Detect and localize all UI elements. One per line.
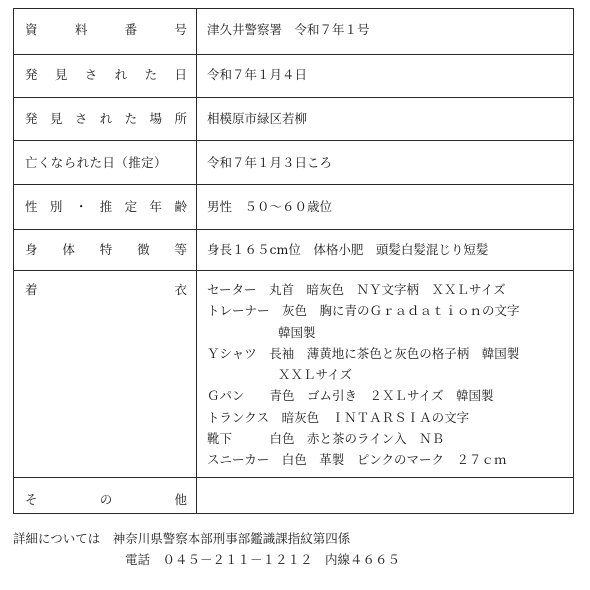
label-char: た [144, 67, 158, 82]
value-sex-age: 男性 ５０～６０歳位 [207, 199, 333, 214]
label-physical-features [25, 242, 187, 258]
label-char: 番 [124, 22, 138, 37]
label-char: 資 [25, 22, 38, 37]
value-discovery-date: 令和７年１月４日 [207, 67, 308, 82]
label-char: 衣 [174, 282, 187, 297]
label-char: 号 [174, 22, 187, 37]
row-physical-features [14, 230, 573, 271]
clothing-line: Ｙシャツ 長袖 薄黄地に茶色と灰色の格子柄 韓国製 [207, 345, 520, 361]
label-char: 見 [49, 111, 63, 126]
clothing-list [207, 279, 567, 471]
row-sex-age [14, 185, 573, 230]
label-char: ・ [74, 199, 88, 214]
column-divider [196, 230, 197, 270]
label-char: れ [99, 111, 113, 126]
value-physical-features: 身長１６５cm位 体格小肥 頭髪白髪混じり短髪 [207, 242, 489, 257]
clothing-line: トランクス 暗灰色 ＩＮＴＡＲＳＩＡの文字 [207, 409, 470, 425]
label-char: 料 [74, 22, 88, 37]
clothing-line: ＸＸＬサイズ [278, 367, 353, 383]
label-discovery-place [25, 111, 187, 127]
contact-department: 詳細については 神奈川県警察本部刑事部鑑識課指紋第四係 [13, 531, 351, 546]
label-char: 体 [62, 242, 75, 257]
label-char: 他 [174, 492, 187, 507]
clothing-line: Ｇパン 青色 ゴム引き ２ＸＬサイズ 韓国製 [207, 388, 494, 404]
label-char: 年 [149, 199, 163, 214]
row-estimated-death-date [14, 141, 573, 185]
value-document-number: 津久井警察署 令和７年１号 [207, 22, 370, 37]
label-char: 着 [25, 282, 38, 297]
contact-phone: 電話 ０４５－２１１－１２１２ 内線４６６５ [125, 552, 401, 567]
column-divider [196, 141, 197, 184]
row-other [14, 478, 573, 513]
column-divider [196, 9, 197, 54]
clothing-line: 韓国製 [278, 324, 316, 340]
row-discovery-date [14, 55, 573, 98]
column-divider [196, 271, 197, 477]
column-divider [196, 185, 197, 229]
row-document-number [14, 9, 573, 55]
label-clothing [25, 282, 187, 298]
label-document-number [25, 22, 187, 38]
clothing-line: 靴下 白色 赤と茶のライン入 ＮＢ [207, 431, 445, 447]
label-char: 場 [149, 111, 163, 126]
label-char: そ [25, 492, 38, 507]
label-char: 性 [25, 199, 38, 214]
label-char: 発 [25, 67, 38, 82]
column-divider [196, 478, 197, 513]
label-char: の [99, 492, 113, 507]
row-discovery-place [14, 98, 573, 141]
label-char: 等 [174, 242, 187, 257]
contact-footer [13, 528, 400, 570]
info-table [13, 8, 574, 514]
label-char: 発 [25, 111, 38, 126]
label-sex-age [25, 199, 187, 215]
label-char: 齢 [174, 199, 187, 214]
row-clothing [14, 271, 573, 478]
label-discovery-date [25, 67, 187, 83]
value-discovery-place: 相模原市緑区若柳 [207, 111, 308, 126]
label-char: 徴 [137, 242, 150, 257]
value-estimated-death-date: 令和７年１月３日ころ [207, 155, 333, 170]
label-other [25, 492, 187, 508]
label-char: 身 [25, 242, 38, 257]
column-divider [196, 98, 197, 140]
label-char: 推 [99, 199, 113, 214]
label-char: 特 [99, 242, 113, 257]
label-char: 別 [49, 199, 63, 214]
column-divider [196, 55, 197, 97]
label-char: 所 [174, 111, 187, 126]
label-char: さ [74, 111, 88, 126]
label-char: 日 [174, 67, 187, 82]
label-char: さ [84, 67, 98, 82]
clothing-line: スニーカー 白色 革製 ピンクのマーク ２７ｃｍ [207, 452, 507, 468]
label-char: 見 [54, 67, 68, 82]
label-char: れ [114, 67, 128, 82]
clothing-line: トレーナー 灰色 胸に青のＧｒａｄａｔｉｏｎの文字 [207, 303, 520, 319]
label-char: 定 [124, 199, 138, 214]
clothing-line: セーター 丸首 暗灰色 ＮＹ文字柄 ＸＸＬサイズ [207, 282, 506, 297]
label-char: た [124, 111, 138, 126]
label-estimated-death-date: 亡くなられた日（推定） [25, 155, 167, 170]
